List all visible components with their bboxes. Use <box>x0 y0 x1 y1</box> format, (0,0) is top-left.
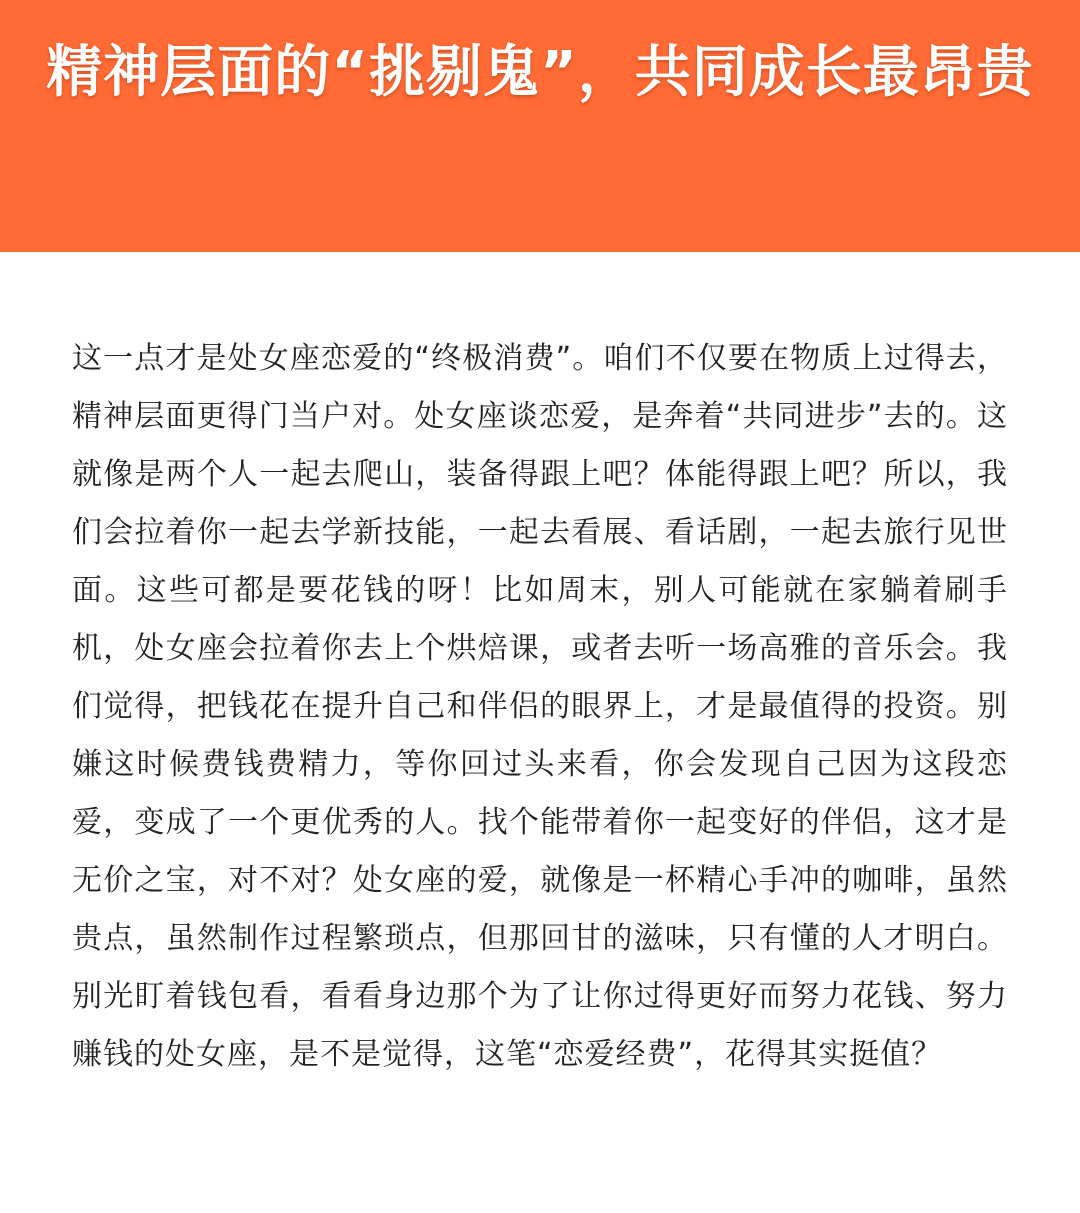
article-paragraph: 这一点才是处女座恋爱的“终极消费”。咱们不仅要在物质上过得去，精神层面更得门当户对。处女座谈恋爱，是奔着“共同进步”去的。这就像是两个人一起去爬山，装备得跟上吧？体能得跟上吧？所以，我们会拉着你一起去学新技能，一起去看展、看话剧，一起去旅行见世面。这些可都是要花钱的呀！比如周末，别人可能就在家躺着刷手机，处女座会拉着你去上个烘焙课，或者去听一场高雅的音乐会。我们觉得，把钱花在提升自己和伴侣的眼界上，才是最值得的投资。别嫌这时候费钱费精力，等你回过头来看，你会发现自己因为这段恋爱，变成了一个更优秀的人。找个能带着你一起变好的伴侣，这才是无价之宝，对不对？处女座的爱，就像是一杯精心手冲的咖啡，虽然贵点，虽然制作过程繁琐点，但那回甘的滋味，只有懂的人才明白。别光盯着钱包看，看看身边那个为了让你过得更好而努力花钱、努力赚钱的处女座，是不是觉得，这笔“恋爱经费”，花得其实挺值？ <box>72 341 1008 1072</box>
page-title: 精神层面的“挑剔鬼”，共同成长最昂贵 <box>46 40 1034 105</box>
article-body <box>72 330 1008 1084</box>
title-banner <box>0 0 1080 252</box>
